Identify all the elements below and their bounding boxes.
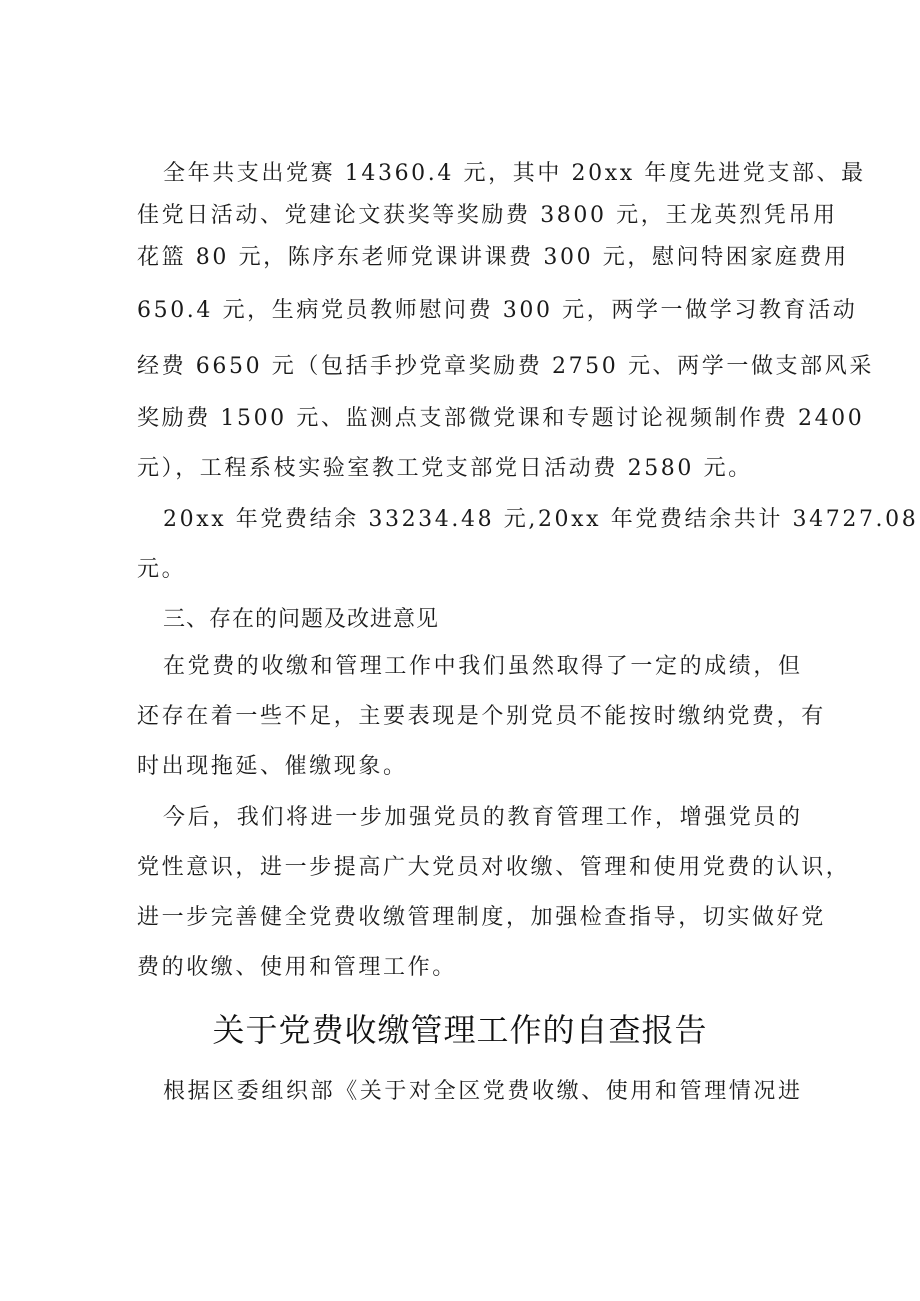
text-line: 费的收缴、使用和管理工作。 xyxy=(137,955,457,980)
text-line: 元），工程系枝实验室教工党支部党日活动费 2580 元。 xyxy=(137,456,753,481)
text-line: 今后，我们将进一步加强党员的教育管理工作，增强党员的 xyxy=(163,805,803,830)
text-line: 经费 6650 元（包括手抄党章奖励费 2750 元、两学一做支部风采 xyxy=(137,354,874,379)
text-line: 党性意识，进一步提高广大党员对收缴、管理和使用党费的认识， xyxy=(137,855,851,880)
text-line: 时出现拖延、催缴现象。 xyxy=(137,754,408,779)
text-line: 进一步完善健全党费收缴管理制度，加强检查指导，切实做好党 xyxy=(137,905,826,930)
text-line: 20xx 年党费结余 33234.48 元,20xx 年党费结余共计 34727.08 xyxy=(163,507,919,532)
text-line: 在党费的收缴和管理工作中我们虽然取得了一定的成绩，但 xyxy=(163,654,803,679)
report-title: 关于党费收缴管理工作的自查报告 xyxy=(212,1011,708,1049)
text-line: 佳党日活动、党建论文获奖等奖励费 3800 元，王龙英烈凭吊用 xyxy=(137,203,838,228)
text-line: 元。 xyxy=(137,557,187,582)
text-line: 650.4 元，生病党员教师慰问费 300 元，两学一做学习教育活动 xyxy=(137,298,858,323)
text-line: 根据区委组织部《关于对全区党费收缴、使用和管理情况进 xyxy=(163,1079,803,1104)
text-line: 奖励费 1500 元、监测点支部微党课和专题讨论视频制作费 2400 xyxy=(137,406,865,431)
text-line: 还存在着一些不足，主要表现是个别党员不能按时缴纳党费，有 xyxy=(137,704,826,729)
text-line: 花篮 80 元，陈序东老师党课讲课费 300 元，慰问特困家庭费用 xyxy=(137,245,849,270)
section-heading: 三、存在的问题及改进意见 xyxy=(163,607,440,632)
text-line: 全年共支出党赛 14360.4 元，其中 20xx 年度先进党支部、最 xyxy=(163,161,866,186)
